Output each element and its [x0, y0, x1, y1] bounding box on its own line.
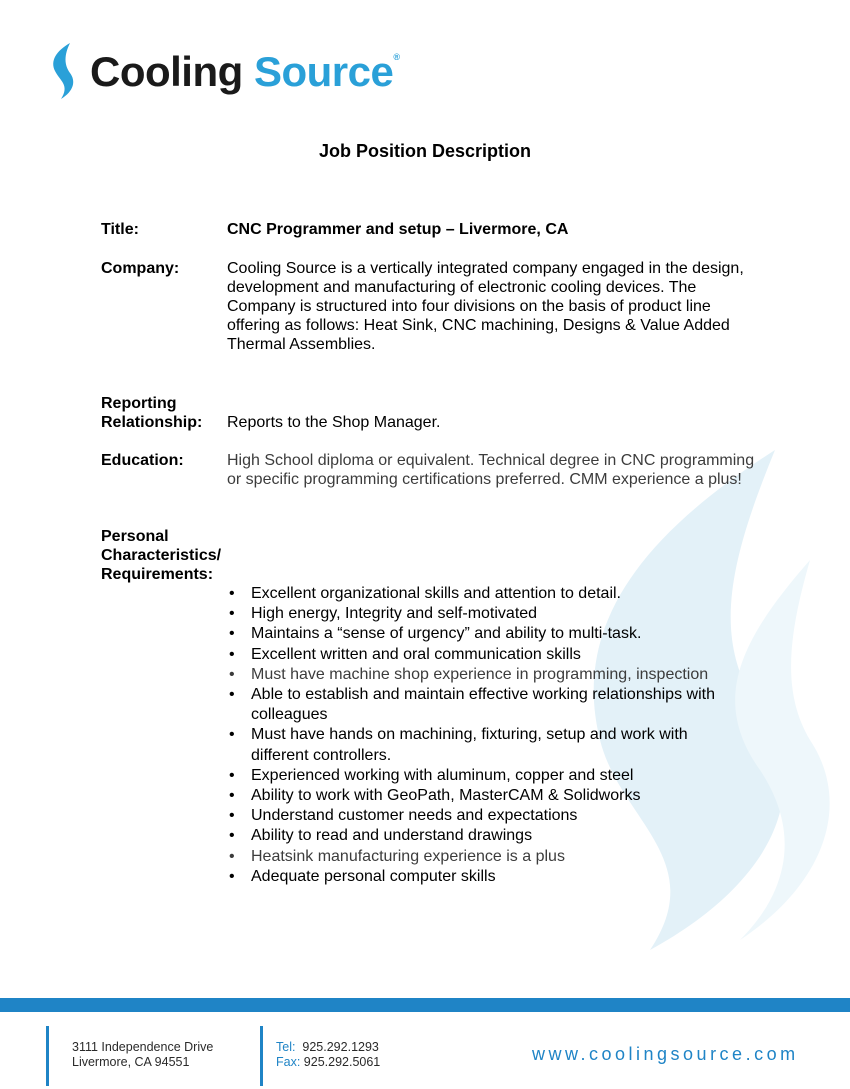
address-line2: Livermore, CA 94551: [72, 1055, 190, 1069]
list-item: [227, 685, 747, 725]
fax-number: 925.292.5061: [303, 1055, 381, 1069]
bullet-icon: •: [229, 645, 235, 663]
list-item: [227, 624, 747, 644]
list-item: [227, 665, 747, 685]
bullet-icon: •: [229, 585, 235, 602]
requirement-text: Excellent written and oral communication skills: [251, 645, 581, 663]
title-value: CNC Programmer and setup – Livermore, CA: [227, 221, 569, 238]
bullet-icon: •: [229, 766, 235, 784]
reporting-label: [101, 394, 202, 432]
education-value: High School diploma or equivalent. Technical degree in CNC programming or specific programming certifications preferred. CMM experience a plus!: [227, 452, 755, 488]
bullet-icon: •: [229, 625, 235, 643]
bullet-icon: •: [229, 807, 235, 825]
requirement-text: Must have machine shop experience in programming, inspection: [251, 665, 709, 683]
bullet-icon: •: [229, 787, 235, 805]
requirement-text: Ability to work with GeoPath, MasterCAM & Solidworks: [251, 787, 641, 805]
footer-divider: [260, 1026, 263, 1086]
list-item: [227, 645, 747, 665]
list-item: [227, 847, 747, 867]
bullet-icon: •: [229, 665, 235, 683]
logo-swoosh-icon: [46, 41, 82, 103]
requirement-text: Maintains a “sense of urgency” and ability to multi-task.: [251, 625, 642, 643]
bullet-icon: •: [229, 847, 235, 865]
list-item: [227, 806, 747, 826]
company-label: Company:: [101, 260, 180, 277]
requirement-text: Must have hands on machining, fixturing, setup and work with different controllers.: [251, 726, 688, 764]
logo-word-cooling: Cooling: [90, 48, 243, 95]
fax-label: Fax:: [276, 1055, 301, 1069]
reporting-value: Reports to the Shop Manager.: [227, 414, 441, 431]
list-item: [227, 584, 747, 604]
personal-label-line3: Requirements:: [101, 566, 214, 583]
requirement-text: Able to establish and maintain effective working relationships with colleagues: [251, 686, 715, 724]
list-item: [227, 604, 747, 624]
reporting-label-line2: Relationship:: [101, 414, 203, 431]
personal-label-line2: Characteristics/: [101, 547, 222, 564]
bullet-icon: •: [229, 726, 235, 744]
requirement-text: Understand customer needs and expectations: [251, 807, 578, 825]
education-label: Education:: [101, 452, 184, 469]
list-item: [227, 826, 747, 846]
requirement-text: Heatsink manufacturing experience is a plus: [251, 847, 565, 865]
logo-registered-mark: ®: [393, 52, 400, 62]
logo-word-source: Source: [253, 48, 394, 95]
requirements-list: [227, 584, 747, 887]
bullet-icon: •: [229, 605, 235, 623]
requirement-text: Experienced working with aluminum, copper and steel: [251, 766, 634, 784]
footer-divider: [46, 1026, 49, 1086]
page-title: Job Position Description: [318, 141, 532, 161]
footer-bar: [0, 998, 850, 1012]
requirement-text: Ability to read and understand drawings: [251, 827, 533, 845]
reporting-label-line1: Reporting: [101, 395, 177, 412]
company-value: Cooling Source is a vertically integrated company engaged in the design, development and manufacturing of electronic cooling devices. The Company is structured into four divisions on the basis of product line offering as follows: Heat Sink, CNC machining, Designs & Value Added Thermal Assemblies.: [227, 260, 744, 353]
address-line1: 3111 Independence Drive: [72, 1040, 214, 1054]
list-item: [227, 766, 747, 786]
tel-number: 925.292.1293: [302, 1040, 379, 1054]
requirement-text: Adequate personal computer skills: [251, 867, 496, 885]
list-item: [227, 725, 747, 765]
personal-label: [101, 527, 221, 584]
website-link[interactable]: www.coolingsource.com: [532, 1044, 799, 1064]
requirement-text: High energy, Integrity and self-motivated: [251, 605, 538, 623]
personal-label-line1: Personal: [101, 528, 169, 545]
list-item: [227, 867, 747, 887]
bullet-icon: •: [229, 686, 235, 704]
bullet-icon: •: [229, 867, 235, 885]
requirement-text: Excellent organizational skills and attention to detail.: [251, 585, 621, 602]
logo-wordmark: [90, 48, 400, 95]
title-label: Title:: [101, 221, 139, 238]
footer-address: [72, 1040, 213, 1070]
footer-contact: [276, 1040, 380, 1070]
list-item: [227, 786, 747, 806]
tel-label: Tel:: [276, 1040, 296, 1054]
company-logo: [46, 40, 400, 104]
bullet-icon: •: [229, 827, 235, 845]
